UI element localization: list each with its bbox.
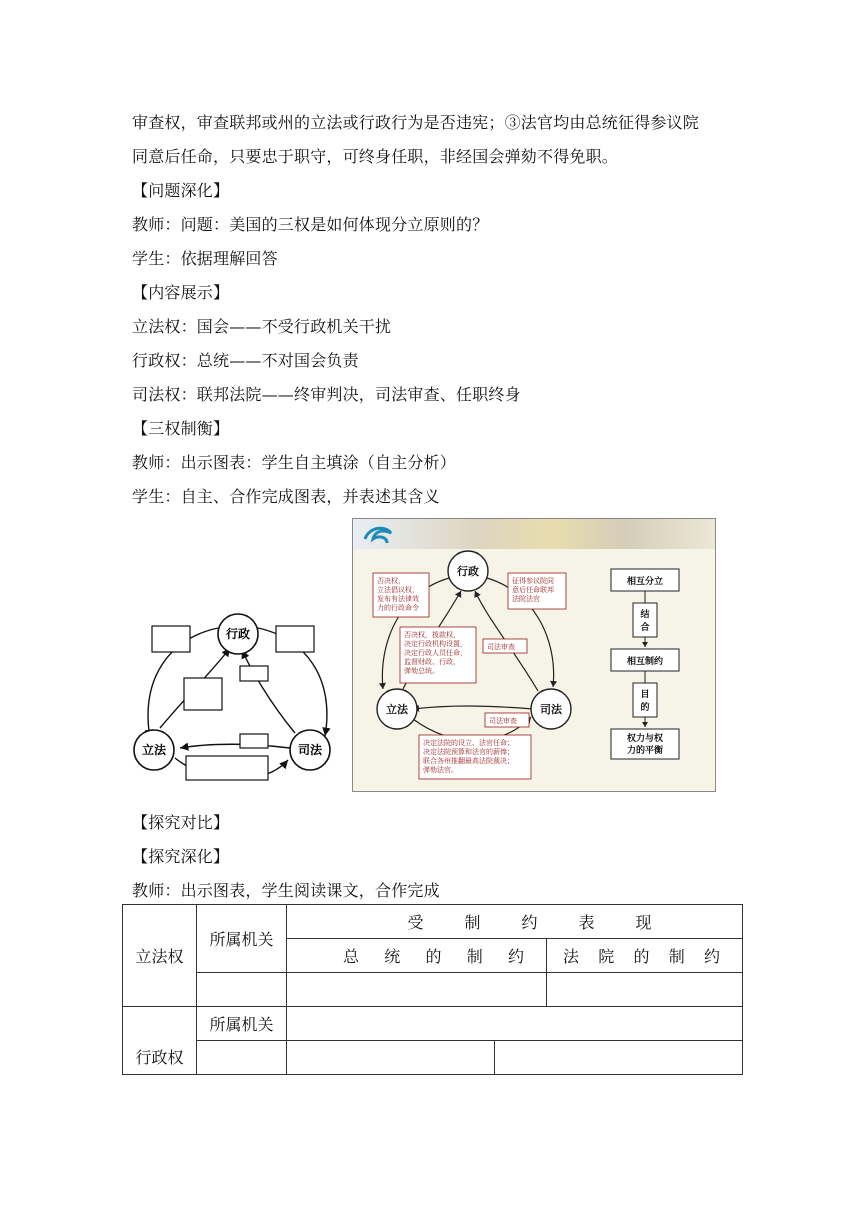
slide-node-legislative-label: 立法 [386, 703, 408, 716]
blank-box[interactable] [240, 666, 268, 681]
slide-box-line: 否决权，拨款权， [404, 631, 460, 639]
slide-box-line: 弹劾总统。 [404, 667, 439, 675]
slide-box-line: 决定行政机构设置， [404, 640, 467, 648]
blank-box[interactable] [186, 756, 268, 780]
paragraph-line: 学生：自主、合作完成图表，并表述其含义 [132, 487, 440, 506]
slide-node-executive-label: 行政 [457, 565, 479, 578]
court-restriction-header [547, 939, 743, 973]
agency-header [197, 1007, 287, 1041]
header-char: 统 [384, 947, 401, 966]
agency-header [197, 905, 287, 973]
slide-diagram [353, 519, 715, 791]
slide-box-line: 力的行政命令 [377, 604, 419, 612]
flow-purpose-label: 的 [640, 703, 650, 713]
header-char: 现 [635, 913, 652, 932]
header-char: 的 [633, 947, 650, 966]
row-header-executive [123, 1007, 197, 1075]
restriction-header [287, 905, 743, 939]
header-char: 院 [598, 947, 615, 966]
node-judicial-label: 司法 [297, 743, 323, 757]
blank-checks-diagram [130, 608, 345, 788]
paragraph-line: 立法权：国会——不受行政机关干扰 [132, 317, 392, 336]
blank-cell[interactable] [495, 1041, 743, 1075]
slide-box-line: 决定法院预算和法官的薪俸； [423, 748, 514, 756]
slide-box-line: 征得参议院同 [512, 577, 554, 585]
agency-header-label: 所属机关 [209, 930, 274, 949]
blank-cell[interactable] [197, 1041, 287, 1075]
paragraph-line: 司法权：联邦法院——终审判决，司法审查、任职终身 [132, 385, 521, 404]
slide-box-line: 决定行政人员任命， [404, 649, 467, 657]
slide-box-line: 监督财政、行政， [404, 658, 460, 666]
blank-box[interactable] [240, 734, 268, 748]
header-char: 制 [464, 913, 481, 932]
checks-balances-slide [352, 518, 716, 792]
section-heading: 【探究深化】 [132, 847, 230, 866]
row-header-legislative [123, 905, 197, 1007]
slide-label-judicial-review: 司法审查 [489, 717, 517, 725]
slide-box-line: 意后任命联邦 [512, 586, 554, 594]
blank-cell[interactable] [197, 973, 287, 1007]
flow-purpose-label: 目 [640, 690, 650, 700]
header-char: 表 [578, 913, 595, 932]
blank-box[interactable] [276, 626, 314, 652]
blank-checks-diagram-svg [130, 608, 345, 788]
slide-box-line: 否决权， [377, 577, 405, 585]
header-char: 法 [563, 947, 580, 966]
blank-cell[interactable] [287, 973, 547, 1007]
flow-combine-label: 结 [640, 610, 650, 620]
blank-cell[interactable] [547, 973, 743, 1007]
section-heading: 【内容展示】 [132, 283, 230, 302]
president-restriction-header [287, 939, 547, 973]
blank-box[interactable] [184, 678, 222, 710]
slide-node-judicial-label: 司法 [540, 703, 562, 716]
flow-separation-label: 相互分立 [626, 577, 664, 587]
header-char: 受 [407, 913, 424, 932]
slide-box-line: 联合各州推翻最高法院裁决； [423, 757, 514, 765]
header-char: 约 [521, 913, 538, 932]
slide-label-judicial-review: 司法审查 [487, 643, 515, 651]
slide-box-line: 法院法官 [512, 595, 540, 603]
slide-box-line: 发布有法律效 [377, 595, 419, 603]
section-heading: 【三权制衡】 [132, 419, 230, 438]
agency-header-label: 所属机关 [209, 1015, 274, 1034]
flow-balance-label: 力的平衡 [626, 746, 664, 756]
header-char: 约 [507, 947, 524, 966]
node-legislative-label: 立法 [141, 743, 167, 757]
section-heading: 【问题深化】 [132, 181, 230, 200]
slide-box-line: 弹劾法官。 [423, 766, 458, 774]
flow-balance-label: 权力与权 [626, 734, 664, 744]
header-char: 制 [466, 947, 483, 966]
header-char: 制 [668, 947, 685, 966]
section-heading: 【探究对比】 [132, 813, 230, 832]
flow-combine-label: 合 [640, 623, 650, 633]
blank-cell[interactable] [287, 1007, 743, 1041]
paragraph-line: 审查权，审查联邦或州的立法或行政行为是否违宪；③法官均由总统征得参议院 [132, 113, 700, 132]
slide-box-line: 决定法院的设立、法官任命； [423, 739, 514, 747]
paragraph-line: 教师：出示图表，学生阅读课文，合作完成 [132, 881, 440, 900]
paragraph-line: 学生：依据理解回答 [132, 249, 278, 268]
node-executive-label: 行政 [225, 627, 251, 641]
flow-checks-label: 相互制约 [626, 657, 664, 667]
header-char: 的 [425, 947, 442, 966]
header-char: 总 [343, 947, 360, 966]
paragraph-line: 同意后任命，只要忠于职守，可终身任职，非经国会弹劾不得免职。 [132, 147, 619, 166]
header-char: 约 [703, 947, 720, 966]
blank-box[interactable] [152, 626, 190, 652]
slide-box-line: 立法倡议权， [377, 586, 419, 594]
comparison-table [122, 904, 743, 1075]
logo-icon [365, 528, 391, 543]
paragraph-line: 教师：问题：美国的三权是如何体现分立原则的？ [132, 215, 489, 234]
blank-cell[interactable] [287, 1041, 495, 1075]
row-header-executive-label: 行政权 [135, 1048, 184, 1067]
paragraph-line: 教师：出示图表：学生自主填涂（自主分析） [132, 453, 457, 472]
row-header-legislative-label: 立法权 [135, 947, 184, 966]
paragraph-line: 行政权：总统——不对国会负责 [132, 351, 359, 370]
